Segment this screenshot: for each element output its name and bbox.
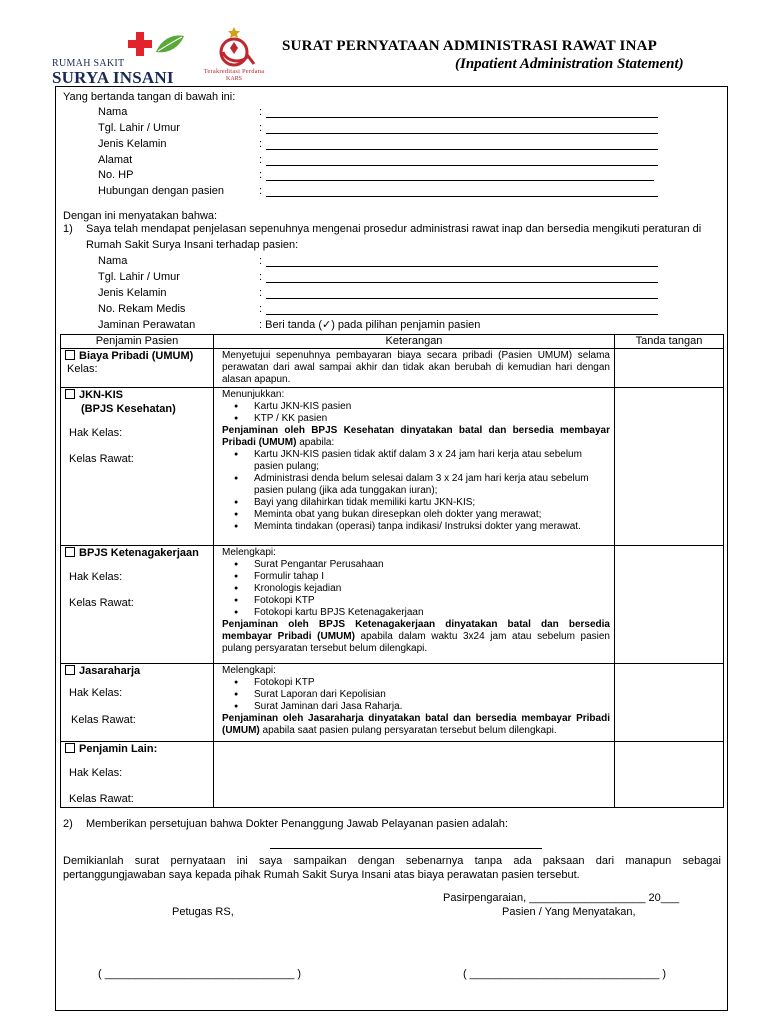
lain-signature-cell[interactable] (615, 742, 724, 808)
jkn-name: JKN-KIS (79, 389, 124, 401)
signer-dob-field[interactable] (266, 133, 658, 134)
list-item: ● Surat Pengantar Perusahaan (244, 559, 610, 571)
colon: : (259, 185, 263, 197)
colon: : (259, 255, 263, 267)
hospital-logo (52, 30, 186, 87)
list-item: ● Surat Jaminan dari Jasa Raharja. (244, 701, 610, 713)
jkn-keterangan (214, 388, 615, 546)
jkn-batal-bold: Penjaminan oleh BPJS Kesehatan dinyatakan batal dan bersedia membayar Pribadi (UMUM) (222, 425, 610, 448)
closing-line1: Demikianlah surat pernyataan ini saya sampaikan dengan sebenarnya tanpa ada paksaan dari manapun sebagai (63, 855, 721, 867)
list-item: ● Surat Laporan dari Kepolisian (244, 689, 610, 701)
patient-name-label: Nama (98, 255, 128, 267)
document-title: SURAT PERNYATAAN ADMINISTRASI RAWAT INAP (282, 38, 658, 54)
signer-name-label: Nama (98, 106, 128, 118)
signer-intro: Yang bertanda tangan di bawah ini: (63, 91, 236, 103)
pasien-signature-line[interactable]: ( _______________________________ ) (463, 968, 667, 980)
tk-keterangan (214, 546, 615, 664)
document-header (0, 0, 768, 86)
tk-name: BPJS Ketenagakerjaan (79, 547, 199, 559)
guarantor-ketenagakerjaan (61, 546, 214, 664)
document-subtitle: (Inpatient Administration Statement) (455, 56, 684, 72)
jr-batal-bold: Penjaminan oleh Jasaraharja dinyatakan batal dan bersedia membayar Pribadi (UMUM) (222, 713, 610, 736)
signer-phone-label: No. HP (98, 169, 134, 181)
item2-number: 2) (63, 818, 73, 830)
jr-doc-list (222, 677, 610, 713)
list-item: ● Administrasi denda belum selesai dalam 3 x 24 jam hari kerja atau sebelum pasien pulang (jika ada tunggakan iuran); (244, 473, 610, 497)
tk-hak-kelas: Hak Kelas: (69, 571, 123, 583)
item2-text: Memberikan persetujuan bahwa Dokter Penanggung Jawab Pelayanan pasien adalah: (86, 818, 508, 830)
list-item: ● Formulir tahap I (244, 571, 610, 583)
colon: : (259, 106, 263, 118)
lain-keterangan[interactable] (214, 742, 615, 808)
list-item: ● Fotokopi KTP (244, 595, 610, 607)
guarantor-jkn (61, 388, 214, 546)
tk-intro: Melengkapi: (222, 547, 276, 558)
jaminan-label: Jaminan Perawatan (98, 319, 196, 331)
accreditation-seal-icon (210, 26, 258, 68)
jkn-doc-list (222, 401, 610, 425)
jkn-intro: Menunjukkan: (222, 389, 285, 400)
lain-kelas-rawat: Kelas Rawat: (69, 793, 134, 805)
jr-name: Jasaraharja (79, 665, 141, 677)
list-item: ● Kartu JKN-KIS pasien tidak aktif dalam 3 x 24 jam hari kerja atau sebelum pasien pulang; (244, 449, 610, 473)
lain-hak-kelas: Hak Kelas: (69, 767, 123, 779)
table-row-umum (61, 349, 724, 388)
tk-kelas-rawat: Kelas Rawat: (69, 597, 134, 609)
patient-gender-field[interactable] (266, 298, 658, 299)
list-item: ● Meminta obat yang bukan diresepkan oleh dokter yang merawat; (244, 509, 610, 521)
signer-address-label: Alamat (98, 154, 133, 166)
accreditation-logo (192, 26, 276, 86)
list-item: ● Kronologis kejadian (244, 583, 610, 595)
table-row-jkn (61, 388, 724, 546)
logo-small-text: RUMAH SAKIT (52, 58, 125, 69)
place-date: Pasirpengaraian, ___________________ 20___ (443, 892, 680, 904)
col-header-penjamin: Penjamin Pasien (61, 335, 214, 349)
item1-number: 1) (63, 223, 73, 235)
item1-text-line1: Saya telah mendapat penjelasan sepenuhnya mengenai prosedur administrasi rawat inap dan bersedia mengikuti peraturan di (86, 223, 702, 235)
tk-batal-rest: apabila dalam waktu 3x24 jam atau sebelum pasien pulang persyaratan tersebut belum dilengkapi. (222, 631, 610, 654)
signer-name-field[interactable] (266, 117, 658, 118)
jr-signature-cell[interactable] (615, 664, 724, 742)
colon: : (259, 287, 263, 299)
guarantor-table (60, 334, 724, 808)
colon: : (259, 303, 263, 315)
signer-relation-label: Hubungan dengan pasien (98, 185, 225, 197)
umum-text: Menyetujui sepenuhnya pembayaran biaya secara pribadi (Pasien UMUM) selama perawatan dari awal sampai akhir dan tidak akan berubah di kemudian hari dengan alasan apapun. (222, 350, 610, 385)
umum-name: Biaya Pribadi (UMUM) (79, 350, 194, 362)
cross-leaf-icon (122, 30, 186, 64)
umum-checkbox[interactable] (65, 350, 75, 360)
table-row-penjamin-lain (61, 742, 724, 808)
colon: : (259, 122, 263, 134)
jr-hak-kelas: Hak Kelas: (69, 687, 123, 699)
jkn-batal-rest: apabila: (296, 437, 335, 448)
petugas-signature-line[interactable]: ( _______________________________ ) (98, 968, 302, 980)
umum-keterangan (214, 349, 615, 388)
table-row-jasaraharja (61, 664, 724, 742)
jkn-kelas-rawat: Kelas Rawat: (69, 453, 134, 465)
list-item: ● Fotokopi KTP (244, 677, 610, 689)
jkn-hak-kelas: Hak Kelas: (69, 427, 123, 439)
patient-gender-label: Jenis Kelamin (98, 287, 167, 299)
guarantor-jasaraharja (61, 664, 214, 742)
tk-doc-list (222, 559, 610, 619)
jkn-name2: (BPJS Kesehatan) (81, 403, 176, 415)
jr-kelas-rawat: Kelas Rawat: (71, 714, 136, 726)
accreditation-kars: KARS (225, 76, 242, 82)
item1-text-line2: Rumah Sakit Surya Insani terhadap pasien: (86, 239, 299, 251)
signer-gender-field[interactable] (266, 149, 658, 150)
signer-phone-field[interactable] (266, 180, 654, 181)
patient-dob-label: Tgl. Lahir / Umur (98, 271, 180, 283)
colon: : (259, 138, 263, 150)
tk-signature-cell[interactable] (615, 546, 724, 664)
jr-keterangan (214, 664, 615, 742)
accreditation-text: Terakreditasi Perdana (203, 68, 265, 75)
list-item: ● KTP / KK pasien (244, 413, 610, 425)
signer-relation-field[interactable] (266, 196, 658, 197)
tk-checkbox[interactable] (65, 547, 75, 557)
jr-intro: Melengkapi: (222, 665, 276, 676)
umum-kelas: Kelas: (67, 363, 98, 375)
jr-batal-rest: apabila saat pasien pulang persyaratan tersebut belum dilengkapi. (259, 725, 557, 736)
colon: : (259, 271, 263, 283)
patient-dob-field[interactable] (266, 282, 658, 283)
list-item: ● Bayi yang dilahirkan tidak memiliki kartu JKN-KIS; (244, 497, 610, 509)
patient-mrn-label: No. Rekam Medis (98, 303, 186, 315)
pasien-label: Pasien / Yang Menyatakan, (502, 906, 636, 918)
dpjp-name-field[interactable] (270, 848, 542, 849)
table-row-ketenagakerjaan (61, 546, 724, 664)
jkn-signature-cell[interactable] (615, 388, 724, 546)
jkn-condition-list (222, 449, 610, 533)
table-header-row (61, 335, 724, 349)
statement-intro: Dengan ini menyatakan bahwa: (63, 210, 218, 222)
logo-big-text: SURYA INSANI (52, 68, 174, 87)
tk-batal-bold: Penjaminan oleh BPJS Ketenagakerjaan dinyatakan batal dan bersedia membayar Pribadi (UMUM) (222, 619, 610, 642)
patient-name-field[interactable] (266, 266, 658, 267)
guarantor-lain (61, 742, 214, 808)
signer-address-field[interactable] (266, 165, 658, 166)
colon: : (259, 169, 263, 181)
patient-mrn-field[interactable] (266, 314, 658, 315)
lain-checkbox[interactable] (65, 743, 75, 753)
col-header-keterangan: Keterangan (214, 335, 615, 349)
closing-line2: pertanggungjawaban saya kepada pihak Rumah Sakit Surya Insani atas biaya perawatan pasien tersebut. (63, 869, 580, 881)
signer-dob-label: Tgl. Lahir / Umur (98, 122, 180, 134)
jaminan-instruction: : Beri tanda (✓) pada pilihan penjamin pasien (259, 319, 481, 331)
list-item: ● Kartu JKN-KIS pasien (244, 401, 610, 413)
lain-name: Penjamin Lain: (79, 743, 158, 755)
list-item: ● Meminta tindakan (operasi) tanpa indikasi/ Instruksi dokter yang merawat. (244, 521, 610, 533)
signer-gender-label: Jenis Kelamin (98, 138, 167, 150)
umum-signature-cell[interactable] (615, 349, 724, 388)
guarantor-umum (61, 349, 214, 388)
col-header-tanda-tangan: Tanda tangan (615, 335, 724, 349)
jkn-checkbox[interactable] (65, 389, 75, 399)
list-item: ● Fotokopi kartu BPJS Ketenagakerjaan (244, 607, 610, 619)
petugas-label: Petugas RS, (172, 906, 234, 918)
colon: : (259, 154, 263, 166)
jr-checkbox[interactable] (65, 665, 75, 675)
